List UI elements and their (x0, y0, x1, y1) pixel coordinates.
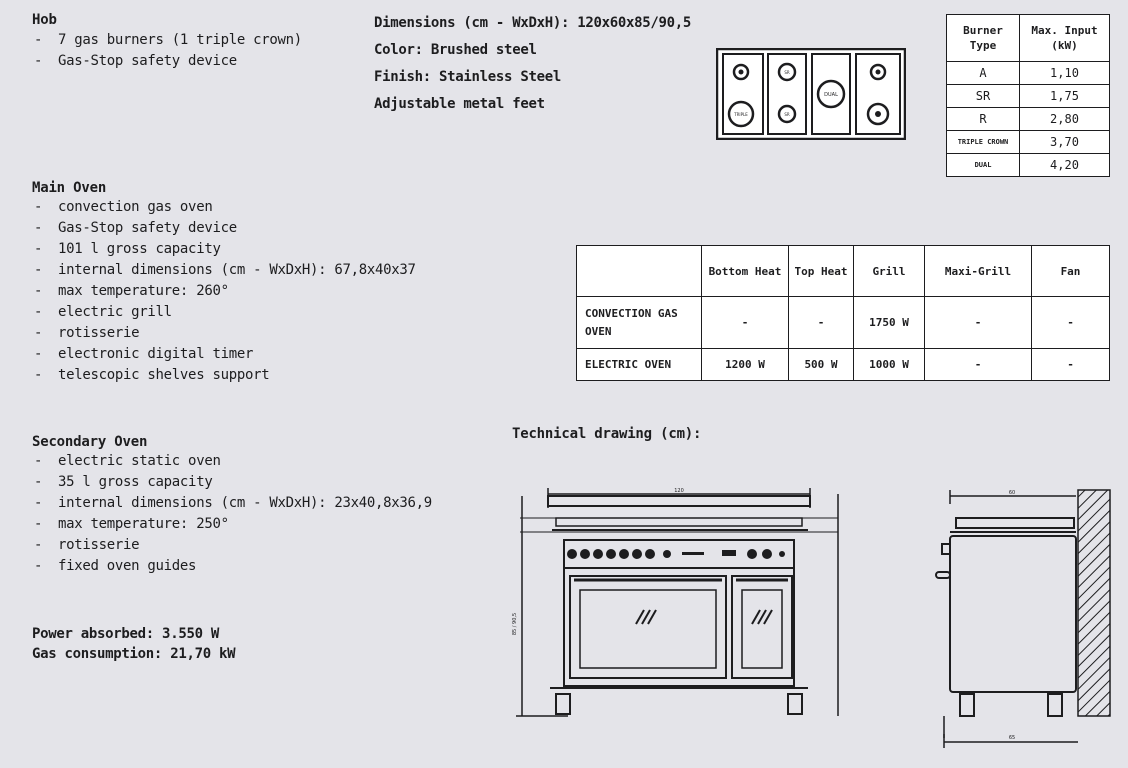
table-cell: 1000 W (854, 349, 925, 381)
main-oven-section (32, 180, 416, 386)
table-header-row (577, 246, 1110, 297)
table-cell: - (925, 349, 1032, 381)
finish-text: Finish: Stainless Steel (374, 69, 561, 85)
table-header: Burner Type (947, 15, 1020, 62)
hob-layout-diagram (716, 48, 906, 140)
svg-text:TRIPLE: TRIPLE (734, 112, 748, 117)
table-row (947, 85, 1110, 108)
main-oven-heading: Main Oven (32, 180, 107, 196)
table-cell: - (702, 297, 789, 349)
list-item: - max temperature: 250° (32, 514, 432, 535)
table-row (947, 62, 1110, 85)
side-view-drawing (932, 484, 1116, 748)
table-cell: - (1032, 297, 1110, 349)
list-item: - internal dimensions (cm - WxDxH): 23x40,8x36,9 (32, 493, 432, 514)
table-row (577, 349, 1110, 381)
table-cell: - (925, 297, 1032, 349)
svg-text:DUAL: DUAL (824, 92, 838, 98)
table-header: Top Heat (789, 246, 854, 297)
hob-section (32, 12, 302, 72)
table-row (947, 154, 1110, 177)
list-item: - max temperature: 260° (32, 281, 416, 302)
burner-type: TRIPLE CROWN (947, 131, 1020, 154)
list-item: - internal dimensions (cm - WxDxH): 67,8x40x37 (32, 260, 416, 281)
technical-drawing-title: Technical drawing (cm): (512, 426, 702, 442)
svg-text:SR: SR (784, 112, 790, 117)
burner-input: 4,20 (1020, 154, 1110, 177)
oven-type-label: ELECTRIC OVEN (577, 349, 702, 381)
burner-type: A (947, 62, 1020, 85)
oven-type-label: CONVECTION GAS OVEN (577, 297, 702, 349)
svg-text:SR: SR (784, 70, 790, 75)
table-header (577, 246, 702, 297)
table-row (947, 131, 1110, 154)
table-header: Max. Input (kW) (1020, 15, 1110, 62)
secondary-oven-feature-list (32, 451, 432, 577)
list-item: - electronic digital timer (32, 344, 416, 365)
list-item: - electric grill (32, 302, 416, 323)
hob-feature-list (32, 30, 302, 72)
hob-top-view-icon (716, 48, 906, 140)
burner-input: 1,10 (1020, 62, 1110, 85)
secondary-oven-section (32, 434, 432, 577)
feet-text: Adjustable metal feet (374, 96, 545, 112)
gas-consumption-text: Gas consumption: 21,70 kW (32, 646, 236, 662)
burner-input: 2,80 (1020, 108, 1110, 131)
list-item: - telescopic shelves support (32, 365, 416, 386)
table-header: Grill (854, 246, 925, 297)
power-summary (32, 624, 235, 664)
burner-type: SR (947, 85, 1020, 108)
burner-input: 3,70 (1020, 131, 1110, 154)
range-side-view-icon (932, 484, 1116, 748)
oven-power-table (576, 245, 1110, 381)
table-row (947, 108, 1110, 131)
table-row (577, 297, 1110, 349)
svg-text:120: 120 (674, 488, 684, 494)
table-header-row (947, 15, 1110, 62)
burner-type: DUAL (947, 154, 1020, 177)
list-item: - 7 gas burners (1 triple crown) (32, 30, 302, 51)
list-item: - electric static oven (32, 451, 432, 472)
list-item: - 101 l gross capacity (32, 239, 416, 260)
front-view-drawing (512, 484, 842, 724)
table-header: Maxi-Grill (925, 246, 1032, 297)
table-cell: 1750 W (854, 297, 925, 349)
list-item: - 35 l gross capacity (32, 472, 432, 493)
secondary-oven-heading: Secondary Oven (32, 434, 148, 450)
table-cell: - (1032, 349, 1110, 381)
svg-text:65: 65 (1008, 735, 1016, 741)
table-cell: 1200 W (702, 349, 789, 381)
svg-text:85 / 90,5: 85 / 90,5 (512, 612, 518, 636)
main-oven-feature-list (32, 197, 416, 386)
table-header: Fan (1032, 246, 1110, 297)
svg-text:60: 60 (1008, 490, 1016, 496)
color-text: Color: Brushed steel (374, 42, 537, 58)
list-item: - Gas-Stop safety device (32, 51, 302, 72)
list-item: - fixed oven guides (32, 556, 432, 577)
list-item: - convection gas oven (32, 197, 416, 218)
dimensions-text: Dimensions (cm - WxDxH): 120x60x85/90,5 (374, 15, 692, 31)
list-item: - Gas-Stop safety device (32, 218, 416, 239)
burner-input: 1,75 (1020, 85, 1110, 108)
list-item: - rotisserie (32, 323, 416, 344)
power-absorbed-text: Power absorbed: 3.550 W (32, 626, 219, 642)
list-item: - rotisserie (32, 535, 432, 556)
burner-input-table (946, 14, 1110, 177)
range-front-view-icon (512, 484, 842, 724)
table-cell: 500 W (789, 349, 854, 381)
hob-heading: Hob (32, 12, 57, 28)
general-specs (374, 10, 691, 118)
table-cell: - (789, 297, 854, 349)
burner-type: R (947, 108, 1020, 131)
table-header: Bottom Heat (702, 246, 789, 297)
